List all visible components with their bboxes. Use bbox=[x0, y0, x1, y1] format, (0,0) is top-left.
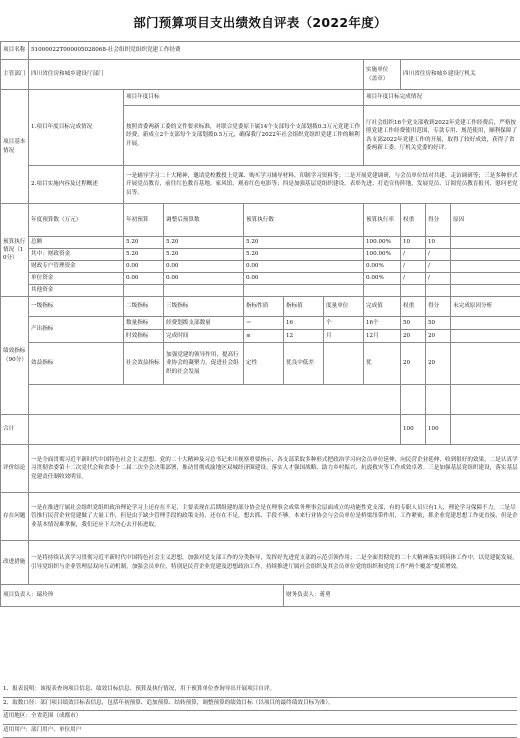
blank-cell bbox=[29, 385, 401, 415]
perf-cell: 20 bbox=[426, 330, 451, 343]
budget-header: 预算执行率 bbox=[364, 204, 401, 237]
leader-signature bbox=[1, 585, 284, 607]
total-weight: 100 bbox=[401, 415, 426, 445]
budget-cell bbox=[451, 249, 520, 261]
perf-cell: 月 bbox=[324, 330, 364, 343]
budget-header: 权重 bbox=[401, 204, 426, 237]
blank-cell bbox=[401, 385, 426, 415]
perf-header: 得分 bbox=[426, 297, 451, 317]
blank-cell bbox=[29, 415, 401, 445]
perf-cell: 数量指标 bbox=[124, 317, 164, 330]
perf-cell: 20 bbox=[401, 330, 426, 343]
budget-cell: 0.00% bbox=[364, 261, 401, 273]
perf-cell: 加强党建的领导作用，提高行业协会的凝聚力，促进社会组织的社会发展 bbox=[164, 343, 244, 385]
project-name-value: 51000022T000005028068-社会组织党组织党建工作经费 bbox=[29, 42, 520, 60]
perf-cell bbox=[451, 330, 520, 343]
perf-cell: 完成时间 bbox=[164, 330, 244, 343]
budget-cell: 5.20 bbox=[124, 249, 164, 261]
perf-cell: 时效指标 bbox=[124, 330, 164, 343]
budget-cell bbox=[426, 285, 451, 297]
leader-name: 瑞玲珍 bbox=[37, 592, 54, 598]
perf-cell: 经费划拨支部数量 bbox=[164, 317, 244, 330]
unit-value: 四川省住房和城乡建设厅机关 bbox=[401, 60, 520, 90]
perf-header: 指标性质 bbox=[244, 297, 284, 317]
conclusion-label: 评价结论 bbox=[1, 445, 29, 493]
leader-label: 项目负责人： bbox=[3, 592, 37, 598]
budget-header: 年初预算 bbox=[124, 204, 164, 237]
budget-cell: 10 bbox=[401, 237, 426, 249]
budget-header: 调整后预算数 bbox=[164, 204, 244, 237]
blank-cell bbox=[426, 385, 451, 415]
perf-cell bbox=[324, 343, 364, 385]
perf-cell: ＝ bbox=[244, 317, 284, 330]
budget-header: 得分 bbox=[426, 204, 451, 237]
conclusion-text: 一是全面贯彻习近平新时代中国特色社会主义思想、党的二十大精神及习总书记来川视察重要指示，各支部采取多种形式把政治学习向会员单位延伸，向民营企业延伸，收到很好的效果。二是认真学习贯彻省委第十二次党代会和省委十二届二次全会决策部署，推动贯彻成渝地区双城经济圈建设、落实人才强国战略、助力乡村振兴、抗震救灾等工作成效卓著。三是加强基层党组织建设，落实基层党建责任制收效明显。 bbox=[29, 445, 520, 493]
perf-header: 指标值 bbox=[284, 297, 324, 317]
footnotes bbox=[3, 684, 517, 738]
budget-cell: 其他资金 bbox=[29, 285, 124, 297]
budget-cell bbox=[244, 285, 364, 297]
goal-text: 按照省委两新工委的文件要求标准，对联合党委原下属14个支部每个支部划拨0.3万元党建工作经费，新成立2个支部每个支部划拨0.5万元，确保我厅2022年社会组织党组织党建工作的顺利开展。 bbox=[124, 106, 364, 166]
budget-cell: 5.20 bbox=[244, 237, 364, 249]
finance-name: 蒋勇 bbox=[320, 592, 331, 598]
budget-cell bbox=[401, 285, 426, 297]
budget-header: 预算执行数 bbox=[244, 204, 364, 237]
dept-label: 主管部门 bbox=[1, 60, 29, 90]
budget-cell: 0.00 bbox=[164, 273, 244, 285]
goal-header: 项目年度目标 bbox=[124, 90, 364, 106]
budget-cell: 财政专户管理资金 bbox=[29, 261, 124, 273]
total-score: 100 bbox=[426, 415, 451, 445]
budget-cell: 0.00 bbox=[124, 261, 164, 273]
perf-cell: 12 bbox=[284, 330, 324, 343]
blank-cell bbox=[451, 385, 520, 415]
budget-cell: / bbox=[426, 249, 451, 261]
budget-cell: 5.20 bbox=[124, 237, 164, 249]
perf-cell: 优良中低差 bbox=[284, 343, 324, 385]
perf-cell: 20 bbox=[426, 343, 451, 385]
budget-cell bbox=[164, 285, 244, 297]
perf-cell: 16个 bbox=[364, 317, 401, 330]
perf-header: 完成值 bbox=[364, 297, 401, 317]
perf-header: 三级指标 bbox=[164, 297, 244, 317]
finance-signature bbox=[284, 585, 520, 607]
budget-cell: 10 bbox=[426, 237, 451, 249]
perf-header: 度量单位 bbox=[324, 297, 364, 317]
blank-cell bbox=[451, 415, 520, 445]
output-indicator-label: 产出指标 bbox=[29, 317, 124, 343]
perf-cell: 优 bbox=[364, 343, 401, 385]
budget-cell bbox=[451, 273, 520, 285]
budget-cell: / bbox=[426, 261, 451, 273]
perf-header: 二级指标 bbox=[124, 297, 164, 317]
effect-indicator-label: 效益指标 bbox=[29, 343, 124, 385]
goal-label: 1.项目年度目标完成情况 bbox=[29, 90, 124, 166]
total-label: 合计 bbox=[1, 415, 29, 445]
budget-cell: 5.20 bbox=[164, 237, 244, 249]
problem-text: 一是在推进厅属社会组织党组织政治理论学习上还存在不足，主要表现在后期组建的部分协会是在理事会成常务理事会层面成立的功能性党支部，有的专职人员只有1人，理论学习保障不力。二是尽管推行民营企业党建做了大量工作，但是由于缺少管理手段的政策支持，还存在不足，想去抓、手段不够。本来行业协会与会员单位是桥梁纽带作用，工作紧密，抓企业党建思想工作更直接，但是企业基本情况难掌握，我们还应下大决心去开拓进取。 bbox=[29, 493, 520, 541]
budget-header: 年度预算数（万元） bbox=[29, 204, 124, 237]
perf-cell: 20 bbox=[401, 343, 426, 385]
perf-section-label: 绩效指标（90分） bbox=[1, 297, 29, 415]
budget-cell: / bbox=[401, 249, 426, 261]
budget-cell: / bbox=[426, 273, 451, 285]
perf-cell: ≤ bbox=[244, 330, 284, 343]
footnote: 适用用户：部门用户、单位用户 bbox=[3, 725, 517, 738]
perf-cell bbox=[451, 343, 520, 385]
budget-cell: 5.20 bbox=[164, 249, 244, 261]
budget-section-label: 预算执行情况（10分） bbox=[1, 204, 29, 297]
budget-cell: 其中：财政资金 bbox=[29, 249, 124, 261]
perf-cell: 个 bbox=[324, 317, 364, 330]
budget-header: 原因 bbox=[451, 204, 520, 237]
budget-cell: 100.00% bbox=[364, 237, 401, 249]
budget-cell: / bbox=[401, 261, 426, 273]
footnote: 2、取数口径：部门项目绩效目标表信息，包括年初预算、追加预算、结转预算，调整预算的绩效目标（以项目的最终绩效目标为准）。 bbox=[3, 698, 517, 712]
perf-cell bbox=[451, 317, 520, 330]
budget-cell: 0.00 bbox=[164, 261, 244, 273]
evaluation-table bbox=[0, 41, 520, 607]
budget-cell: 0.00 bbox=[244, 273, 364, 285]
footnote: 1、报表说明：该报表查询项目信息、绩效目标信息、预算及执行情况，用于预算单位查询导出开展项目自评。 bbox=[3, 684, 517, 698]
perf-header: 一级指标 bbox=[29, 297, 124, 317]
unit-label: 实施单位（盖章） bbox=[364, 60, 401, 90]
perf-header: 权重 bbox=[401, 297, 426, 317]
budget-cell bbox=[364, 285, 401, 297]
budget-cell bbox=[451, 285, 520, 297]
project-name-label: 项目名称 bbox=[1, 42, 29, 60]
budget-cell: 0.00 bbox=[244, 261, 364, 273]
budget-cell: / bbox=[401, 273, 426, 285]
finance-label: 财务负责人： bbox=[286, 592, 320, 598]
done-text: 厅社会组织16个党支部收到2022年党建工作经费后，严格按照党建工作经费使用范围，专款专用、规范使用，顺利保障了各支部2022年党建工作的开展，取得了较好成效，获得了省委两新工委、厅机关党委的好评。 bbox=[364, 106, 520, 166]
measures-text: 一是将持续认真学习贯彻习近平新时代中国特色社会主义思想，加强对党支部工作的分类指导，发挥好先进党支部的示范引领作用；二是全面贯彻党的二十大精神落实到具体工作中，以党建促发展，引导党组织与企业管理层双向互动机制，加强会员单位，特别是民营企业党建及思想政治工作，持续推进厅属社会组织及其会员单位党的组织和党的工作“两个覆盖”提质增效。 bbox=[29, 541, 520, 585]
dept-value: 四川省住房和城乡建设厅部门 bbox=[29, 60, 364, 90]
budget-cell bbox=[451, 261, 520, 273]
budget-cell bbox=[124, 285, 164, 297]
done-header: 项目年度目标完成情况 bbox=[364, 90, 520, 106]
perf-cell: 50 bbox=[401, 317, 426, 330]
report-title: 部门预算项目支出绩效自评表（2022年度） bbox=[0, 13, 520, 31]
perf-cell: 16 bbox=[284, 317, 324, 330]
perf-cell: 12月 bbox=[364, 330, 401, 343]
perf-cell: 社会效益指标 bbox=[124, 343, 164, 385]
footnote: 适用地区：全省范围（成都市） bbox=[3, 711, 517, 725]
budget-cell: 100.00% bbox=[364, 249, 401, 261]
budget-cell: 0.00 bbox=[124, 273, 164, 285]
impl-label: 2.项目实施内容及过程概述 bbox=[29, 166, 124, 204]
budget-cell bbox=[451, 237, 520, 249]
budget-cell: 0.00% bbox=[364, 273, 401, 285]
basic-section-label: 项目基本情况 bbox=[1, 90, 29, 204]
problem-label: 存在问题 bbox=[1, 493, 29, 541]
impl-text: 一是辅导学习二十大精神，邀请党校教授上党课、购买学习辅导材料、印制学习资料等；二是开展党建调研，与会员单位结对共建、走访调研等；三是多种形式开展党员教育，前往红色教育基地、家风馆，观看红色电影等；四是加强基层党组织建设，表彰先进、打造宣传阵地、发展党员、订阅党员教育报刊、慰问老党员等。 bbox=[124, 166, 520, 204]
budget-cell: 5.20 bbox=[244, 249, 364, 261]
measures-label: 改进措施 bbox=[1, 541, 29, 585]
budget-cell: 单位资金 bbox=[29, 273, 124, 285]
perf-cell: 定性 bbox=[244, 343, 284, 385]
perf-header: 未完成原因分析 bbox=[451, 297, 520, 317]
budget-cell: 总额 bbox=[29, 237, 124, 249]
perf-cell: 50 bbox=[426, 317, 451, 330]
